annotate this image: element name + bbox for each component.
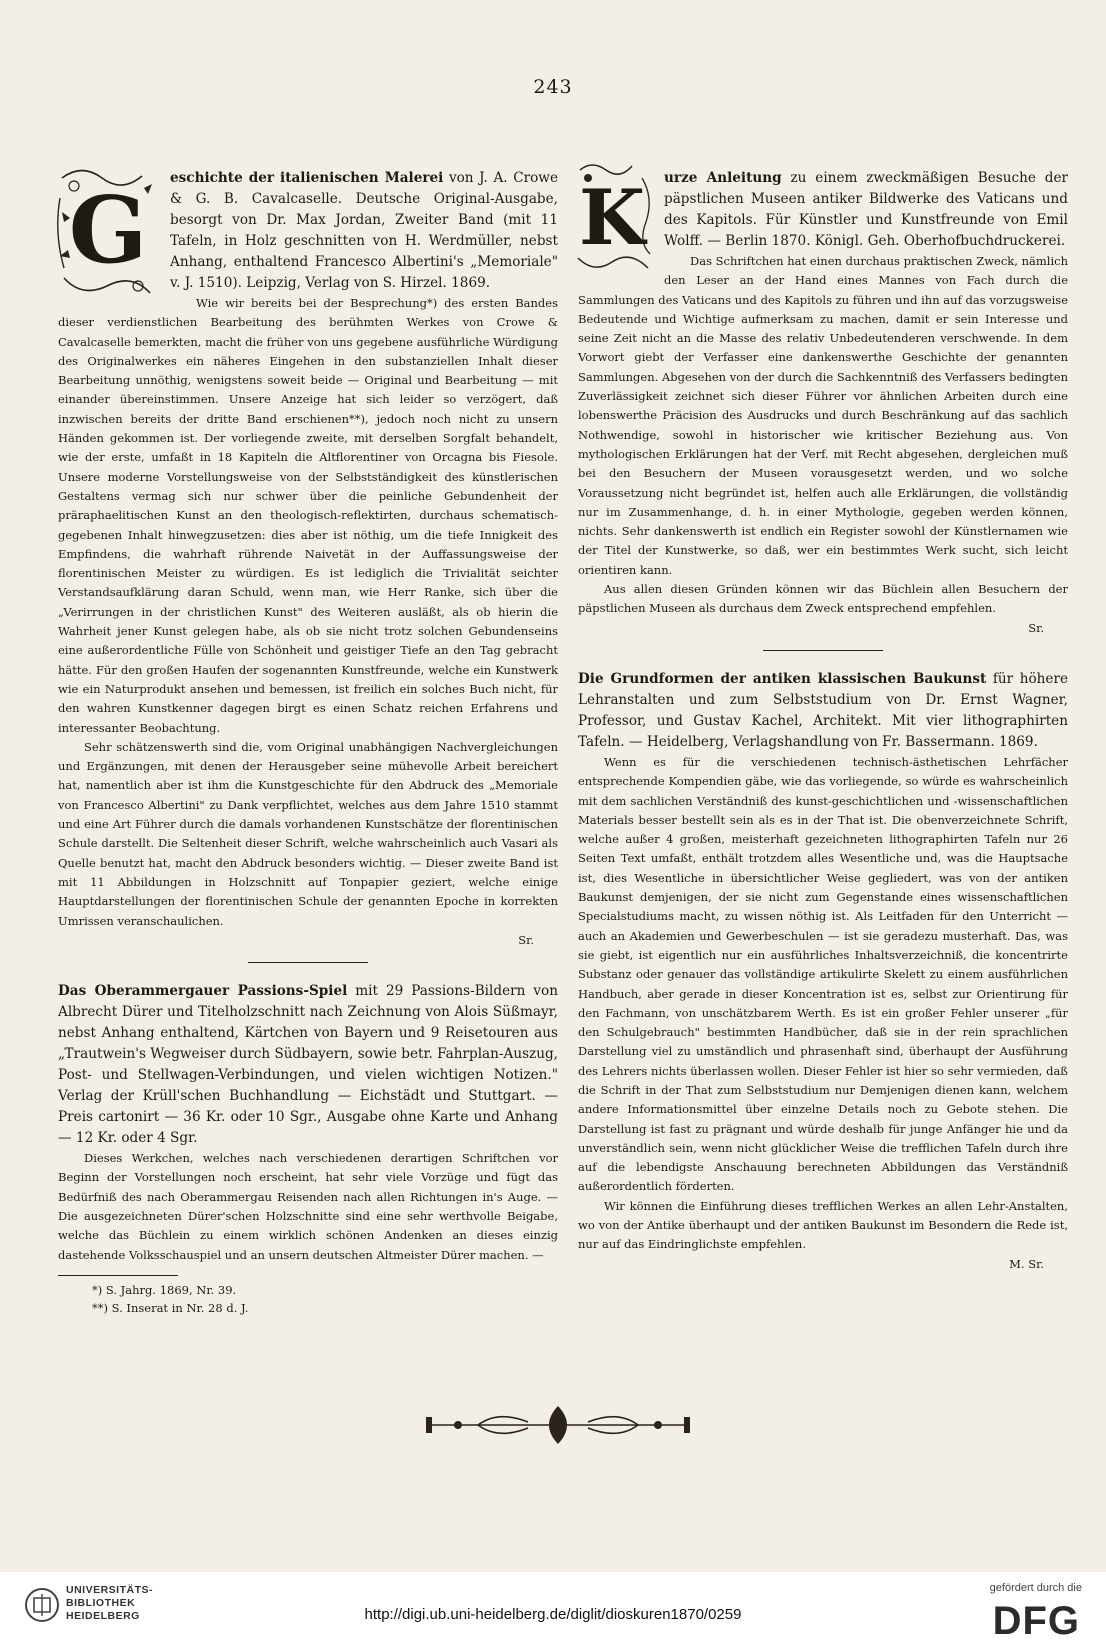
page-number: 243	[533, 76, 573, 98]
heading-details: mit 29 Passions-Bildern von Albrecht Dürer und Titelholzschnitt nach Zeichnung von Alois Süßmayr, nebst Anhang enthaltend, Kärtchen von Bayern und 9 Reisetouren aus „Trautwein's Wegweiser durch Südbayern, sowie betr. Fahrplan-Auszug, Post- und Stellwagen-Verbindungen, und vielen wichtigen Notizen." Verlag der Krüll'schen Buchhandlung — Eichstädt und Stuttgart. — Preis cartonirt — 36 Kr. oder 10 Sgr., Ausgabe ohne Karte und Anhang — 12 Kr. oder 4 Sgr.	[58, 983, 558, 1147]
paragraph: Wenn es für die verschiedenen technisch-ästhetischen Lehrfächer entsprechende Kompendien gäbe, wie das vorliegende, so würde es wahrscheinlich mit dem sachlichen Verständniß des kunst-geschichtlichen und -wissenschaftlichen Materials besser bestellt sein als es in der That ist. Die obenverzeichnete Schrift, welche außer 4 großen, meisterhaft gezeichneten lithographirten Tafeln nur 26 Seiten Text umfaßt, enthält trotzdem alles Wesentliche und, was die Hauptsache ist, dies Wesentliche in übersichtlicher Weise gegliedert, was von der antiken Baukunst demjenigen, der sie nicht zum Gegenstande eines wissenschaftlichen Specialstudiums macht, zu wissen nöthig ist. Als Leitfaden für den Unterricht — auch an Akademien und Gewerbeschulen — ist sie geradezu musterhaft. Das, was sie giebt, ist eigentlich nur ein ausführliches Inhaltsverzeichniß, die koncentrirte Substanz oder genauer das vollständige artikulirte Skelett zu einem ausführlichen Handbuch, aber gerade in dieser Koncentration ist es, selbst zur Orientirung für den Fachmann, von unschätzbarem Werth. Es ist ein großer Fehler unserer „für den Schulgebrauch" bestimmten Handbücher, daß sie in der rein sprachlichen Darstellung viel zu umständlich und phrasenhaft sind, überhaupt der Ausführung des Lehrers nichts überlassen wollen. Dieser Fehler ist hier so sehr vermieden, daß die Schrift in der That zum Selbststudium nur Demjenigen dienen kann, welchem andere Informationsmittel über einzelne Details noch zu Gebote stehen. Die Darstellung ist fast zu prägnant und würde deshalb für junge Anfänger hie und da unverständlich sein, wenn nicht glücklicher Weise die trefflichen Tafeln durch ihre auf die lebendigste Anschauung berechneten Abbildungen das Verständniß außerordentlich förderten.	[578, 754, 1068, 1194]
paragraph: Aus allen diesen Gründen können wir das Büchlein allen Besuchern der päpstlichen Museen als durchaus dem Zweck entsprechend empfehlen.	[578, 582, 1068, 616]
vine-ornament-icon	[52, 158, 162, 308]
institution-line: BIBLIOTHEK	[66, 1597, 136, 1609]
dfg-logo: DFG	[992, 1599, 1080, 1643]
article-italian-painting	[58, 168, 558, 950]
heading-bold: eschichte der italienischen Malerei	[170, 170, 444, 186]
paragraph: Sehr schätzenswerth sind die, vom Original unabhängigen Nachvergleichungen und Ergänzungen, mit denen der Herausgeber seine mühevolle Arbeit bereichert hat, namentlich aber ist ihm die Kunstgeschichte für den Abdruck des „Memoriale von Francesco Albertini" zu Dank verpflichtet, welches aus dem Jahre 1510 stammt und eine Art Führer durch die damals vorhandenen Kunstschätze der florentinischen Schule darstellt. Die Seltenheit dieser Schrift, welche wahrscheinlich auch Vasari als Quelle benutzt hat, macht den Abdruck besonders wichtig. — Dieser zweite Band ist mit 11 Abbildungen in Holzschnitt auf Tonpapier geziert, welche einige Hauptdarstellungen der florentinischen Schule der genannten Epoche in korrekten Umrissen veranschaulichen.	[58, 739, 558, 928]
dragon-ornament-icon	[572, 158, 656, 278]
article-classical-architecture	[578, 669, 1068, 1274]
footnotes	[58, 1281, 558, 1317]
article-passion-play	[58, 981, 558, 1265]
left-column	[58, 168, 558, 1317]
article-vatican-guide	[578, 168, 1068, 638]
paragraph: Das Schriftchen hat einen durchaus praktischen Zweck, nämlich den Leser an der Hand eines Mannes von Fach durch die Sammlungen des Vaticans und des Kapitols zu führen und ihn auf das vorzugsweise Bedeutende und Wichtige aufmerksam zu machen, damit er sein Interesse und seine Zeit nicht an die Masse des relativ Unbedeutenderen verschwende. In dem Vorwort giebt der Verfasser eine dankenswerthe Geschichte der genannten Sammlungen. Abgesehen von der durch die Sachkenntniß des Verfassers bedingten Zuverlässigkeit zeichnet sich dieser Führer vor ähnlichen Arbeiten durch eine lobenswerthe Präcision des Ausdrucks und durch Beschränkung auf das sachlich Nothwendige, sowohl in historischer wie kritischer Beziehung aus. Von mythologischen Erklärungen hat der Verf. mit Recht abgesehen, dergleichen muß bei den Besuchern der Museen vorausgesetzt werden, und wo solche Voraussetzung nicht begründet ist, helfen auch alle Erklärungen, die vollständig nur im Zusammenhange, d. h. in einer Mythologie, gegeben werden können, nichts. Sehr dankenswerth ist endlich ein Register sowohl der Künstlernamen wie der Titel der Kunstwerke, so daß, wer ein bestimmtes Werk sucht, sich leicht orientiren kann.	[578, 254, 1068, 577]
paragraph: Wir können die Einführung dieses trefflichen Werkes an allen Lehr-Anstalten, wo von der Antike überhaupt und der antiken Baukunst im Besondern die Rede ist, nur auf das Eindringlichste empfehlen.	[578, 1198, 1068, 1252]
right-column	[578, 168, 1068, 1286]
paragraph: Wie wir bereits bei der Besprechung*) des ersten Bandes dieser verdienstlichen Bearbeitung des berühmten Werkes von Crowe & Cavalcaselle bemerkten, macht die früher von uns gegebene ausführliche Würdigung des Originalwerkes ein näheres Eingehen in den substanziellen Inhalt dieser Bearbeitung unnöthig, wenigstens soweit beide — Original und Bearbeitung — mit einander übereinstimmen. Unsere Anzeige hat sich leider so verzögert, daß inzwischen bereits der dritte Band erschienen**), jedoch noch nicht zu unsern Händen gekommen ist. Der vorliegende zweite, mit derselben Sorgfalt behandelt, wie der erste, umfaßt in 18 Kapiteln die Altflorentiner von Orcagna bis Fiesole. Unsere moderne Vorstellungsweise von der Selbstständigkeit des künstlerischen Gestaltens vermag sich nur schwer über die peinliche Gebundenheit der präraphaelitischen Kunst an den theologisch-reflektirten, durchaus schematisch-gegebenen Inhalt hinwegzusetzen: dies aber ist nöthig, um die tiefe Innigkeit des Empfindens, die wahrhaft rührende Naivetät in der Auffassungsweise der florentinischen Meister zu würdigen. Es ist lediglich die Trivialität seichter Verstandsaufklärung daran Schuld, wenn man, wie Herr Ranke, sich über die „Verirrungen in der christlichen Kunst" des Weiteren ausläßt, als ob hierin die Wahrheit jener Kunst gelegen habe, als ob sie nicht trotz solchen Gebundenseins eine außerordentliche Fülle von Schönheit und geistiger Tiefe an den Tag gebracht hätte. Für den großen Haufen der sogenannten Kunstfreunde, welche ein Kunstwerk wie ein Naturprodukt ansehen und bemessen, ist freilich ein solches Buch nicht, für den wahren Kunstkenner dagegen birgt es einen Schatz reichen Erfahrens und interessanter Beobachtung.	[58, 296, 558, 735]
initial-letter: K	[578, 173, 646, 262]
heading-details: zu einem zweckmäßigen Besuche der päpstlichen Museen antiker Bildwerke des Vaticans und des Kapitols. Für Künstler und Kunstfreunde von Emil Wolff. — Berlin 1870. Königl. Geh. Oberhofbuchdruckerei.	[664, 170, 1068, 249]
paragraph: Dieses Werkchen, welches nach verschiedenen derartigen Schriftchen vor Beginn der Vorstellungen noch erscheint, hat sehr viele Vorzüge und fügt das Bedürfniß des nach Oberammergau Reisenden nach allen Richtungen in's Auge. — Die ausgezeichneten Dürer'schen Holzschnitte sind eine sehr werthvolle Beigabe, welche das Büchlein zu einem wirklich schönen Andenken an dieses einzig dastehende Volksschauspiel und an unsern deutschen Altmeister Dürer machen. —	[58, 1151, 558, 1262]
signature: M. Sr.	[1009, 1256, 1044, 1271]
section-divider	[248, 962, 368, 963]
section-divider	[763, 650, 883, 651]
heading-bold: urze Anleitung	[664, 170, 782, 186]
heading-details: von J. A. Crowe & G. B. Cavalcaselle. Deutsche Original-Ausgabe, besorgt von Dr. Max Jordan, Zweiter Band (mit 11 Tafeln, in Holz geschnitten von H. Werdmüller, nebst Anhang, enthaltend Francesco Albertini's „Memoriale" v. J. 1510). Leipzig, Verlag von S. Hirzel. 1869.	[170, 170, 558, 291]
heading-bold: Die Grundformen der antiken klassischen Baukunst	[578, 670, 987, 687]
institution-line: UNIVERSITÄTS-	[66, 1584, 154, 1596]
ornamental-initial-k	[572, 158, 656, 278]
library-footer	[0, 1572, 1106, 1644]
funder-label: gefördert durch die	[989, 1582, 1082, 1594]
signature: Sr.	[1028, 620, 1044, 635]
heading-details: für höhere Lehranstalten und zum Selbststudium von Dr. Ernst Wagner, Professor, und Gustav Kachel, Architekt. Mit vier lithographirten Tafeln. — Heidelberg, Verlagshandlung von Fr. Bassermann. 1869.	[578, 670, 1068, 750]
heading-bold: Das Oberammergauer Passions-Spiel	[58, 983, 348, 1000]
initial-wrap	[578, 168, 1068, 262]
signature: Sr.	[518, 932, 534, 947]
permalink-url[interactable]: http://digi.ub.uni-heidelberg.de/diglit/dioskuren1870/0259	[364, 1606, 742, 1623]
footnote: *) S. Jahrg. 1869, Nr. 39.	[92, 1282, 237, 1297]
institution-line: HEIDELBERG	[66, 1610, 140, 1622]
article-heading	[58, 981, 558, 1149]
initial-letter: G	[68, 176, 148, 284]
initial-wrap	[58, 168, 558, 294]
footnote: **) S. Inserat in Nr. 28 d. J.	[92, 1300, 249, 1315]
closing-ornament-icon	[418, 1400, 698, 1450]
article-heading	[578, 669, 1068, 753]
ornamental-initial-g	[52, 158, 162, 308]
